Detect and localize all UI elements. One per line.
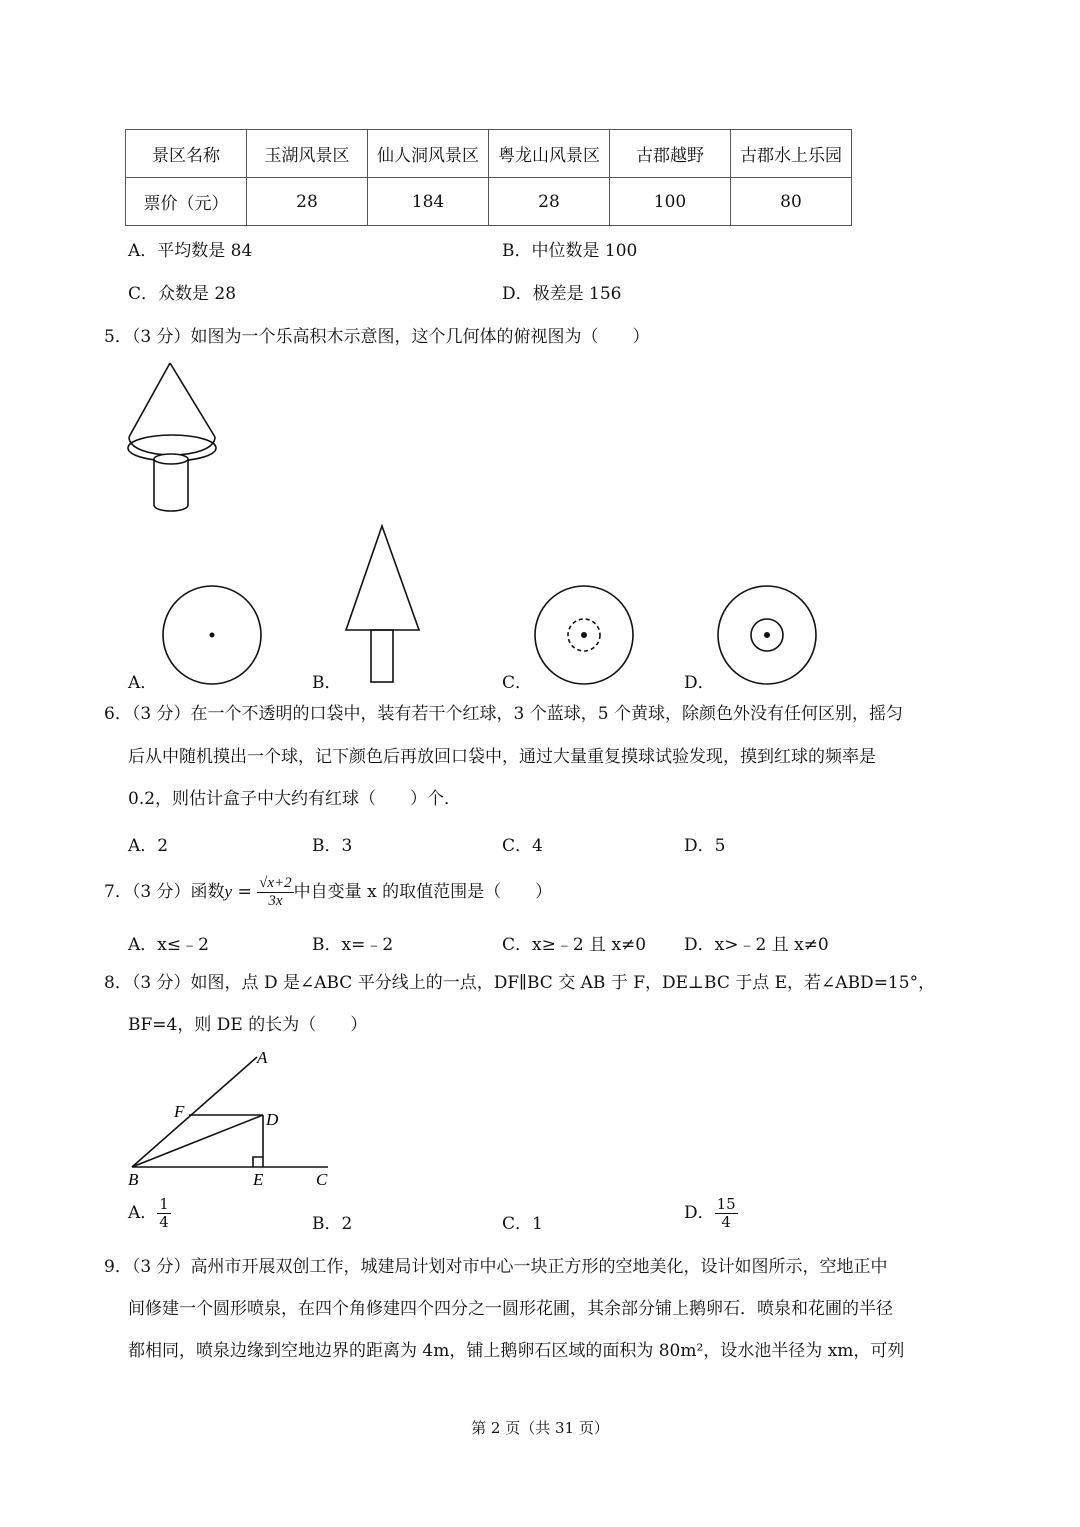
q8-option-a-fraction bbox=[157, 1196, 171, 1231]
q4-option-a: A．平均数是 84 bbox=[128, 241, 253, 261]
q8-option-d bbox=[684, 1196, 738, 1231]
label-point-e: E bbox=[253, 1170, 264, 1189]
label-point-d: D bbox=[266, 1110, 279, 1129]
q4-option-b: B．中位数是 100 bbox=[502, 241, 638, 261]
table-cell: 玉湖风景区 bbox=[247, 130, 368, 178]
label-point-b: B bbox=[128, 1170, 139, 1189]
q7-eq: = bbox=[232, 882, 258, 902]
q8-geometry-figure bbox=[120, 1045, 340, 1190]
q9-line1: 9．（3 分）高州市开展双创工作，城建局计划对市中心一块正方形的空地美化，设计如图所示，空地正中 bbox=[104, 1257, 888, 1277]
table-cell: 28 bbox=[247, 178, 368, 226]
label-point-a: A bbox=[257, 1048, 268, 1067]
q6-line3: 0.2，则估计盒子中大约有红球（ ）个． bbox=[128, 789, 462, 809]
q5-stem: 5．（3 分）如图为一个乐高积木示意图，这个几何体的俯视图为（ ） bbox=[104, 327, 650, 347]
fraction-denominator: 4 bbox=[721, 1213, 731, 1231]
q9-line3: 都相同，喷泉边缘到空地边界的距离为 4m，铺上鹅卵石区域的面积为 80m²，设水池半径为 xm，可列 bbox=[128, 1341, 905, 1361]
q4-option-c: C．众数是 28 bbox=[128, 284, 237, 304]
q6-option-c: C．4 bbox=[502, 836, 543, 856]
table-cell: 粤龙山风景区 bbox=[489, 130, 610, 178]
q6-option-a: A．2 bbox=[128, 836, 169, 856]
table-cell: 28 bbox=[489, 178, 610, 226]
q9-line2: 间修建一个圆形喷泉，在四个角修建四个四分之一圆形花圃，其余部分铺上鹅卵石．喷泉和花圃的半径 bbox=[128, 1299, 893, 1319]
q6-option-d: D．5 bbox=[684, 836, 726, 856]
fraction-numerator: 1 bbox=[159, 1195, 169, 1213]
q7-y: y bbox=[224, 882, 233, 901]
q7-fraction-numerator: √x+2 bbox=[259, 875, 292, 891]
table-cell: 184 bbox=[368, 178, 489, 226]
q7-option-a: A．x≤﹣2 bbox=[128, 935, 209, 955]
q8-option-d-label: D． bbox=[684, 1203, 715, 1223]
q7-stem-pre: 7．（3 分）函数 bbox=[104, 882, 225, 902]
q7-fraction-denominator: 3x bbox=[268, 893, 283, 909]
fraction-numerator: 15 bbox=[716, 1195, 736, 1213]
q6-line1: 6．（3 分）在一个不透明的口袋中，装有若干个红球，3 个蓝球，5 个黄球，除颜色外没有任何区别，摇匀 bbox=[104, 704, 903, 724]
label-point-c: C bbox=[316, 1170, 328, 1189]
q7-fraction bbox=[257, 875, 294, 910]
q5-option-a-label: A． bbox=[128, 673, 158, 693]
table-cell: 仙人洞风景区 bbox=[368, 130, 489, 178]
table-cell: 票价（元） bbox=[126, 178, 247, 226]
q7-option-c: C．x≥﹣2 且 x≠0 bbox=[502, 935, 647, 955]
page-footer: 第 2 页（共 31 页） bbox=[471, 1419, 609, 1437]
q6-option-b: B．3 bbox=[312, 836, 353, 856]
q8-line2: BF=4，则 DE 的长为（ ） bbox=[128, 1015, 368, 1035]
option-d-figure bbox=[715, 584, 819, 688]
q5-option-c-label: C． bbox=[502, 673, 533, 693]
option-a-figure bbox=[160, 584, 264, 688]
q7-option-d: D．x>﹣2 且 x≠0 bbox=[684, 935, 829, 955]
lego-figure bbox=[120, 355, 230, 520]
option-c-figure bbox=[532, 584, 636, 688]
q8-option-a bbox=[128, 1196, 171, 1231]
ticket-price-table bbox=[125, 129, 852, 226]
q7-stem-post: 中自变量 x 的取值范围是（ ） bbox=[293, 882, 553, 902]
table-header-row bbox=[126, 130, 852, 178]
q5-option-d-label: D． bbox=[684, 673, 715, 693]
table-cell: 80 bbox=[731, 178, 852, 226]
table-cell: 古郡越野 bbox=[610, 130, 731, 178]
q8-option-a-label: A． bbox=[128, 1203, 158, 1223]
q8-line1: 8．（3 分）如图，点 D 是∠ABC 平分线上的一点，DF∥BC 交 AB 于 F，DE⊥BC 于点 E，若∠ABD=15°， bbox=[104, 973, 936, 993]
table-cell: 景区名称 bbox=[126, 130, 247, 178]
q8-option-b: B．2 bbox=[312, 1214, 353, 1234]
q7-stem bbox=[104, 872, 552, 912]
table-cell: 100 bbox=[610, 178, 731, 226]
q5-option-b-label: B． bbox=[312, 673, 342, 693]
q8-option-c: C．1 bbox=[502, 1214, 543, 1234]
label-point-f: F bbox=[174, 1102, 185, 1121]
q8-option-d-fraction bbox=[715, 1196, 738, 1231]
fraction-denominator: 4 bbox=[159, 1213, 169, 1231]
table-cell: 古郡水上乐园 bbox=[731, 130, 852, 178]
option-b-figure bbox=[340, 522, 424, 687]
table-row bbox=[126, 178, 852, 226]
q6-line2: 后从中随机摸出一个球，记下颜色后再放回口袋中，通过大量重复摸球试验发现，摸到红球的频率是 bbox=[128, 747, 876, 767]
q7-option-b: B．x=﹣2 bbox=[312, 935, 394, 955]
q4-option-d: D．极差是 156 bbox=[502, 284, 622, 304]
